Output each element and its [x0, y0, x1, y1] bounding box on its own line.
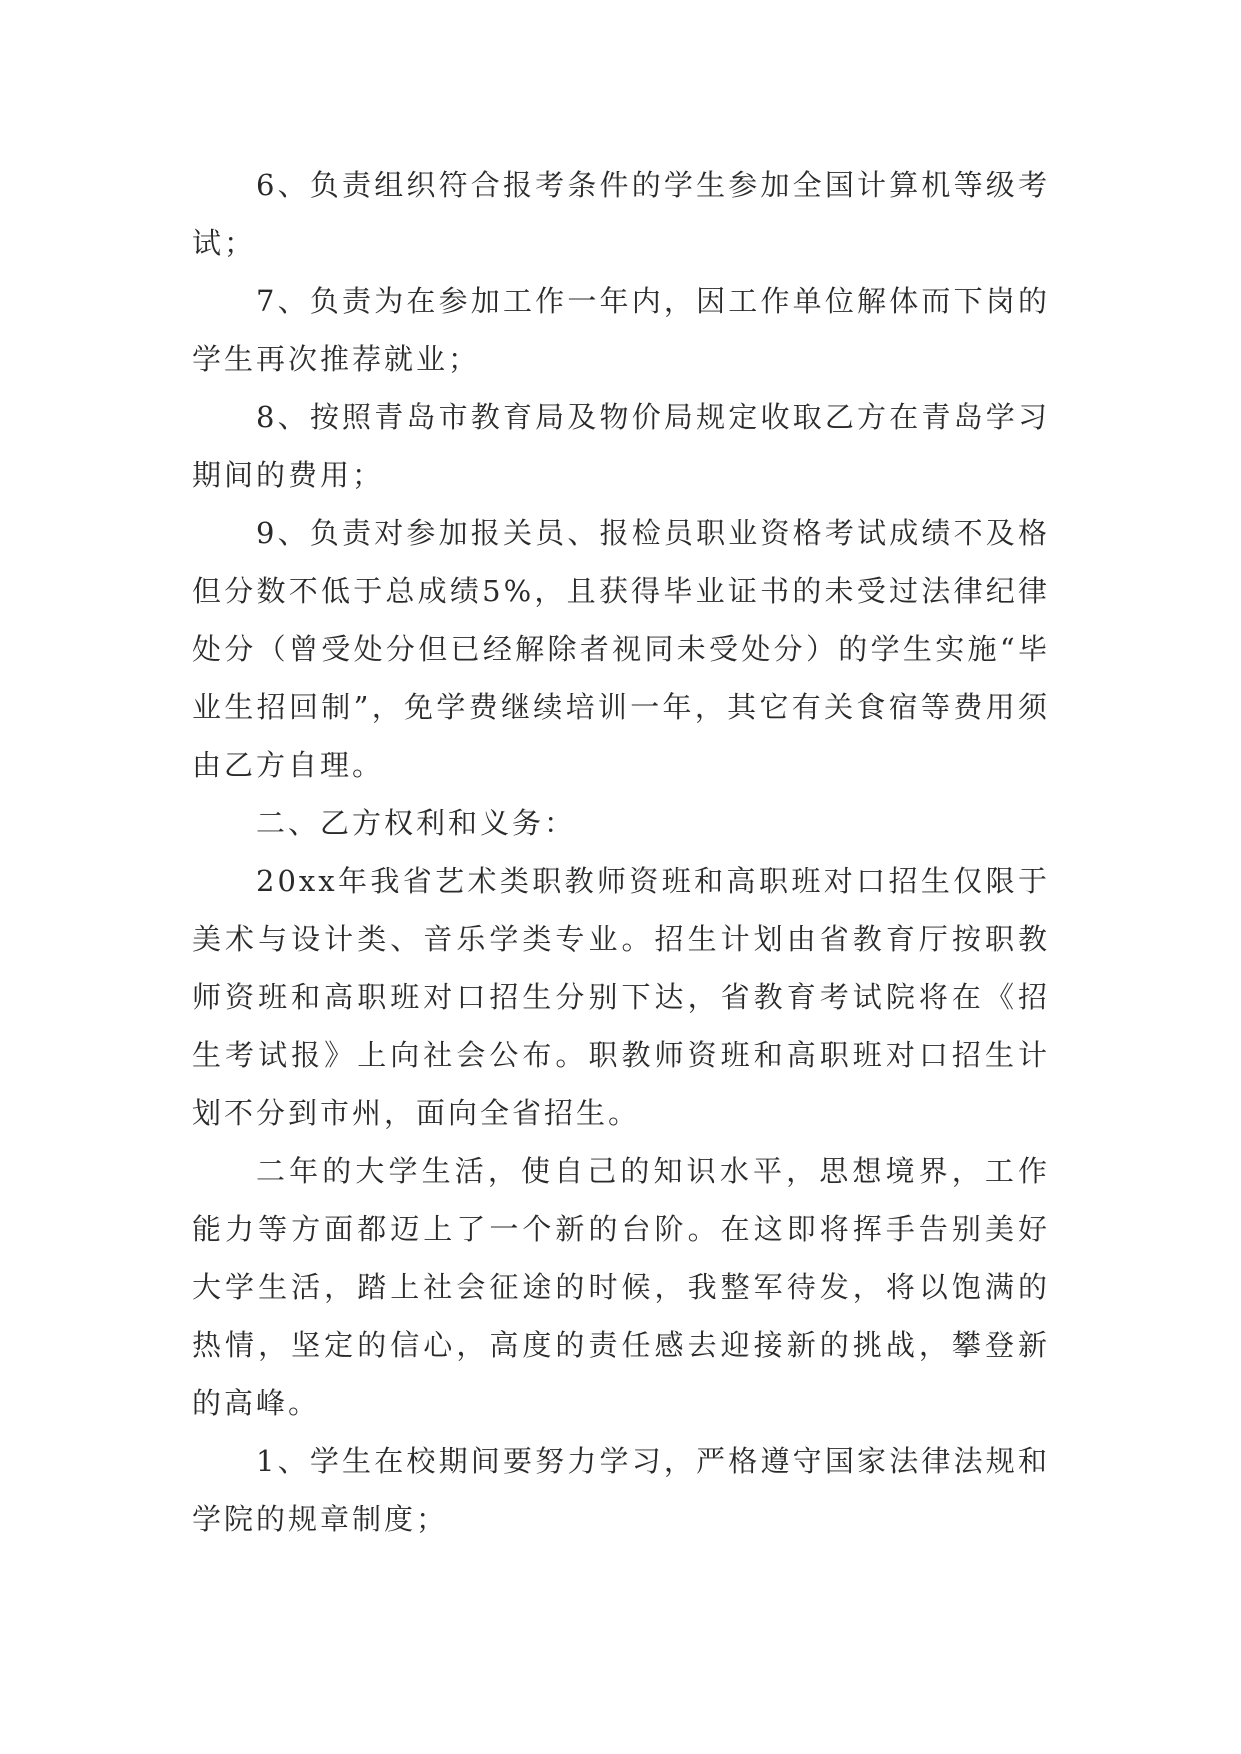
paragraph-item-6: 6、负责组织符合报考条件的学生参加全国计算机等级考试； — [192, 168, 1050, 260]
section-heading-party-b: 二、乙方权利和义务： — [256, 806, 577, 840]
paragraph-enrollment: 20xx年我省艺术类职教师资班和高职班对口招生仅限于美术与设计类、音乐学类专业。招生计划由省教育厅按职教师资班和高职班对口招生分别下达，省教育考试院将在《招生考试报》上向社会公布。职教师资班和高职班对口招生计划不分到市州，面向全省招生。 — [192, 864, 1050, 1130]
paragraph-item-1: 1、学生在校期间要努力学习，严格遵守国家法律法规和学院的规章制度； — [192, 1444, 1050, 1536]
paragraph-item-8: 8、按照青岛市教育局及物价局规定收取乙方在青岛学习期间的费用； — [192, 400, 1050, 492]
paragraph-item-7: 7、负责为在参加工作一年内，因工作单位解体而下岗的学生再次推荐就业； — [192, 284, 1050, 376]
document-body — [192, 156, 1050, 1548]
paragraph-item-9: 9、负责对参加报关员、报检员职业资格考试成绩不及格但分数不低于总成绩5%，且获得毕业证书的未受过法律纪律处分（曾受处分但已经解除者视同未受处分）的学生实施“毕业生招回制”，免学费继续培训一年，其它有关食宿等费用须由乙方自理。 — [192, 516, 1050, 782]
paragraph-university-life: 二年的大学生活，使自己的知识水平，思想境界，工作能力等方面都迈上了一个新的台阶。在这即将挥手告别美好大学生活，踏上社会征途的时候，我整军待发，将以饱满的热情，坚定的信心，高度的责任感去迎接新的挑战，攀登新的高峰。 — [192, 1154, 1050, 1420]
